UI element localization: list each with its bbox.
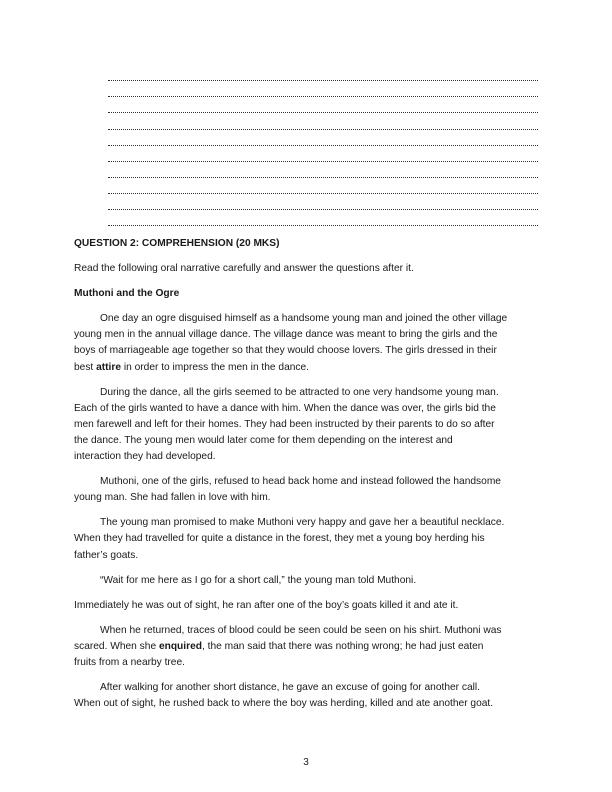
answer-line: [108, 209, 538, 210]
text-line: men farewell and left for their homes. They had been instructed by their parents to do so after: [74, 418, 495, 430]
text-line: During the dance, all the girls seemed to be attracted to one very handsome young man.: [100, 386, 499, 398]
text-line: Muthoni, one of the girls, refused to head back home and instead followed the handsome: [100, 476, 501, 488]
answer-line: [108, 129, 538, 130]
text-segment: , the man said that there was nothing wrong; he had just eaten: [201, 640, 484, 652]
answer-line: [108, 193, 538, 194]
bold-vocabulary-word: enquired: [158, 640, 202, 652]
story-title: [74, 286, 544, 302]
text-line: When out of sight, he rushed back to where the boy was herding, killed and ate another goat.: [74, 698, 494, 710]
text-line: [74, 360, 544, 376]
story-title-text: Muthoni and the Ogre: [74, 288, 180, 300]
instruction: Read the following oral narrative carefully and answer the questions after it.: [74, 263, 414, 275]
bold-vocabulary-word: attire: [96, 361, 122, 373]
text-line: [74, 639, 544, 655]
text-line: young men in the annual village dance. The village dance was meant to bring the girls and the: [74, 329, 498, 341]
text-line: “Wait for me here as I go for a short call,” the young man told Muthoni.: [100, 574, 417, 586]
text-line: interaction they had developed.: [74, 451, 216, 463]
story-paragraph: [74, 515, 544, 563]
story-text: [74, 311, 544, 712]
text-line: the dance. The young men would later come for them depending on the interest and: [74, 434, 453, 446]
answer-line: [108, 96, 538, 97]
text-line: fruits from a nearby tree.: [74, 656, 185, 668]
text-segment: in order to impress the men in the dance.: [121, 361, 310, 373]
answer-line: [108, 161, 538, 162]
answer-line: [108, 145, 538, 146]
text-line: Immediately he was out of sight, he ran after one of the boy’s goats killed it and ate it.: [74, 599, 459, 611]
story-paragraph: [74, 598, 544, 614]
text-line: boys of marriageable age together so that they would choose lovers. The girls dressed in their: [74, 345, 497, 357]
text-line: When he returned, traces of blood could be seen could be seen on his shirt. Muthoni was: [100, 624, 502, 636]
text-line: The young man promised to make Muthoni very happy and gave her a beautiful necklace.: [100, 517, 505, 529]
heading-text: QUESTION 2: COMPREHENSION (20 MKS): [74, 238, 280, 249]
story-paragraph: [74, 311, 544, 375]
text-segment: scared. When she: [74, 640, 159, 652]
story-paragraph: [74, 680, 544, 712]
answer-line: [108, 177, 538, 178]
text-line: One day an ogre disguised himself as a handsome young man and joined the other village: [100, 313, 508, 325]
text-line: Each of the girls wanted to have a dance with him. When the dance was over, the girls bid the: [74, 402, 496, 414]
story-paragraph: [74, 573, 544, 589]
question-heading: [74, 236, 544, 252]
story-paragraph: [74, 385, 544, 465]
text-line: father’s goats.: [74, 549, 139, 561]
story-paragraph: [74, 474, 544, 506]
answer-line: [108, 225, 538, 226]
text-segment: best: [74, 361, 97, 373]
text-line: When they had travelled for quite a distance in the forest, they met a young boy herding his: [74, 533, 485, 545]
document-body: [74, 236, 544, 721]
page-number: 3: [303, 757, 309, 768]
answer-line: [108, 112, 538, 113]
answer-line: [108, 80, 538, 81]
text-line: After walking for another short distance, he gave an excuse of going for another call.: [100, 682, 480, 694]
text-line: young man. She had fallen in love with him.: [74, 492, 271, 504]
story-paragraph: [74, 623, 544, 671]
